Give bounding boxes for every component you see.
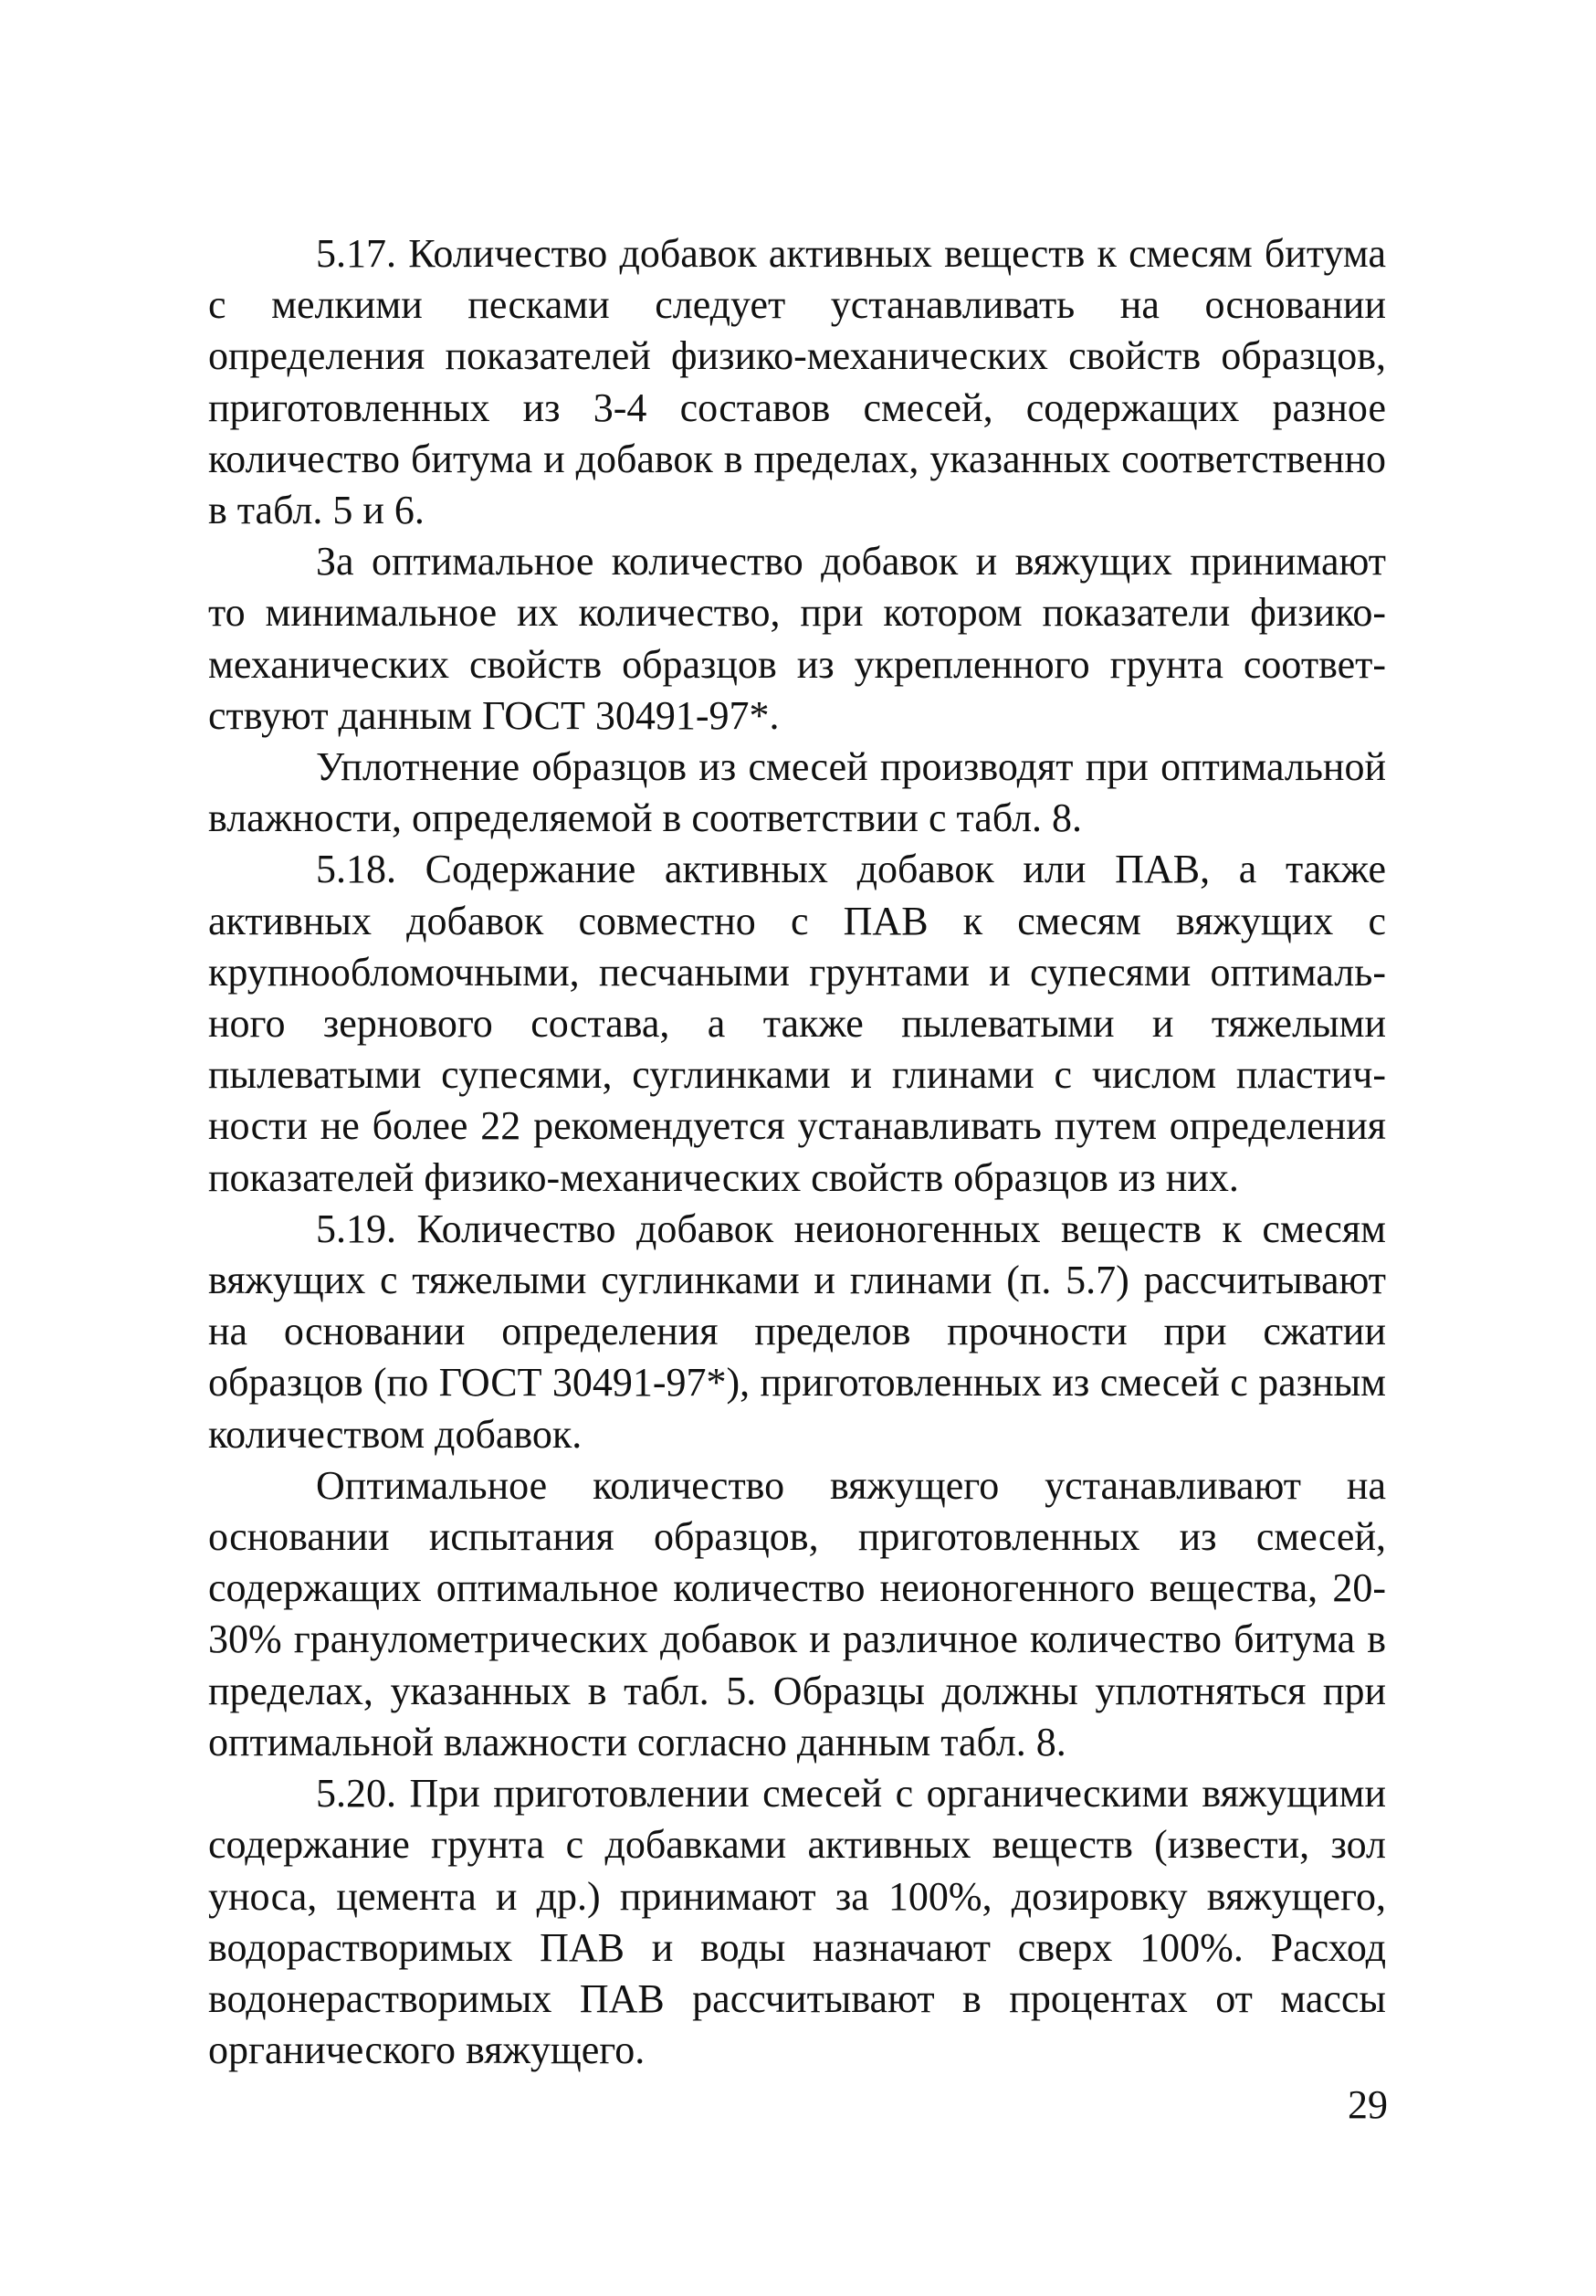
paragraph-5-17: 5.17. Количество добавок активных веществ к смесям битума с мелкими песками следует устанавливать на основании определения показателей физико-механических свойств образцов, приготовленных из 3-4 составов смесей, содержащих разное количество битума и добавок в пределах, указанных соответственно в табл. 5 и 6. xyxy=(208,231,1386,533)
body-text xyxy=(208,228,1386,2076)
paragraph-5-18: 5.18. Содержание активных добавок или ПАВ, а также активных добавок совместно с ПАВ к смесям вяжущих с крупнообломочными, песчаными грунтами и супесями оптимального зернового состава, а также пылеватыми и тяжелыми пылеватыми супесями, суглинками и глинами с числом пластичности не более 22 рекомендуется устанавливать путем определения показателей физико-механических свойств образцов из них. xyxy=(208,847,1386,1200)
paragraph-optimal-binder: Оптимальное количество вяжущего устанавливают на основании испытания образцов, приготовленных из смесей, содержащих оптимальное количество неионогенного вещества, 20-30% гранулометрических добавок и различное количество битума в пределах, указанных в табл. 5. Образцы должны уплотняться при оптимальной влажности согласно данным табл. 8. xyxy=(208,1462,1386,1764)
paragraph-optimal-additives: За оптимальное количество добавок и вяжущих принимают то минимальное их количество, при котором показатели физикомеханических свойств образцов из укрепленного грунта соответствуют данным ГОСТ 30491-97*. xyxy=(208,539,1386,738)
page-number: 29 xyxy=(1348,2082,1388,2127)
paragraph-compaction: Уплотнение образцов из смесей производят при оптимальной влажности, определяемой в соответствии с табл. 8. xyxy=(208,744,1386,841)
paragraph-5-19: 5.19. Количество добавок неионогенных веществ к смесям вяжущих с тяжелыми суглинками и глинами (п. 5.7) рассчитывают на основании определения пределов прочности при сжатии образцов (по ГОСТ 30491-97*), приготовленных из смесей с разным количеством добавок. xyxy=(208,1206,1386,1457)
paragraph-5-20: 5.20. При приготовлении смесей с органическими вяжущими содержание грунта с добавками активных веществ (извести, зол уноса, цемента и др.) принимают за 100%, дозировку вяжущего, водорастворимых ПАВ и воды назначают сверх 100%. Расход водонерастворимых ПАВ рассчитывают в процентах от массы органического вяжущего. xyxy=(208,1771,1386,2073)
